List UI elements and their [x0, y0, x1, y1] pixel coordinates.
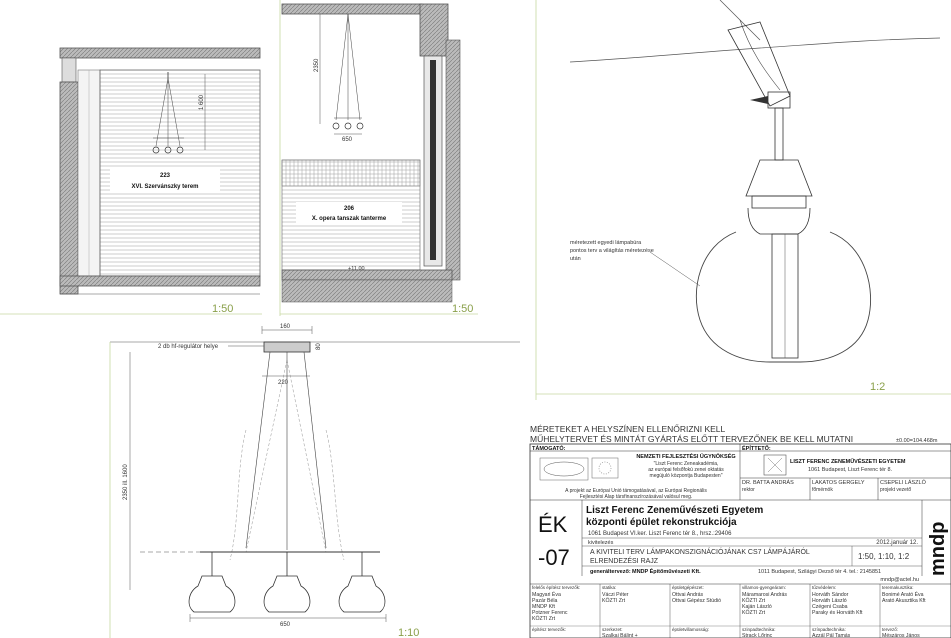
person-3-role: projekt vezető [880, 487, 912, 493]
eu-flag-icon [592, 458, 618, 478]
drawing4-dim-top: 160 [280, 324, 291, 330]
designer-col-4-label: villamos-gyengeáram: [742, 585, 787, 590]
person-2-role: főmérnök [812, 487, 833, 493]
drawing2-dim-width: 650 [342, 137, 353, 143]
chandelier-drawing [110, 324, 520, 638]
title-block [530, 424, 951, 638]
builder-name: LISZT FERENC ZENEMŰVÉSZETI EGYETEM [790, 459, 906, 465]
sheet-code-2: -07 [538, 545, 570, 570]
designer-col-1-line: építész tervezők: [532, 627, 567, 632]
designer-col-5-line: színpadtechnika: [812, 627, 846, 632]
elevation-reference: ±0.00=104.468m [896, 438, 938, 444]
person-2-name: LAKATOS GERGELY [812, 480, 865, 486]
drawing1-dim-vertical: 1 600 [199, 94, 205, 110]
designer-col-6-line: Bonimé Arató Éva [882, 592, 924, 598]
lamp-detail-drawing [536, 0, 951, 400]
designer-col-3-line: Ottvai Gépész Stúdió [672, 598, 722, 604]
drawing1-scale: 1:50 [212, 303, 234, 315]
designer-col-2-extra: Szalkai Bálint + [602, 633, 638, 638]
designer-col-6 [882, 585, 926, 638]
designer-col-1-line: Potzner Ferenc [532, 610, 568, 616]
drawing4-dim-side: 80 [316, 343, 322, 350]
designer-col-1-line: KÖZTI Zrt [532, 616, 556, 622]
drawing4-dim-mid: 220 [278, 380, 289, 386]
support-label: TÁMOGATÓ: [532, 446, 566, 452]
eu-note-line-1: A projekt az Európai Unió támogatásával, az Európai Regionális [565, 488, 707, 494]
drawing2-dim-height: 2350 [314, 58, 320, 72]
sheet-title-2: ELRENDEZÉSI RAJZ [590, 558, 659, 565]
section-drawing-206 [280, 0, 478, 316]
designer-col-4-line: szinpadtechnika: [742, 627, 776, 632]
general-designer: MNDP Építőművészeti Kft. [632, 569, 701, 575]
company-email: mndp@actel.hu [880, 577, 919, 583]
project-address: 1061 Budapest VI.ker. Liszt Ferenc tér 8., hrsz.:29406 [588, 531, 732, 537]
company-address: 1011 Budapest, Szilágyi Dezső tér 4. tel.: 2145851 [758, 569, 882, 575]
drawing3-note-line1: méretezett egyedi lámpabúra [570, 240, 642, 246]
designer-col-5-extra: Azzál Pál Tamás [812, 633, 851, 638]
designer-col-1-line: Magyari Éva [532, 592, 561, 598]
drawing1-room-name: XVI. Szervánszky terem [131, 184, 199, 190]
regional-program-logo [540, 458, 588, 480]
designer-col-4-line: KÖZTI Zrt [742, 610, 766, 616]
agency-title: NEMZETI FEJLESZTÉSI ÜGYNÖKSÉG [636, 454, 736, 460]
drawing2-room-number: 206 [343, 206, 355, 212]
designer-col-5-label: tűzvédelem: [812, 585, 837, 590]
designer-col-4-line: Máramarosi András [742, 592, 787, 598]
designer-col-1-label: felelős építész tervezők: [532, 585, 581, 590]
designer-col-4-line: KÖZTI Zrt [742, 598, 766, 604]
designer-col-2 [602, 585, 638, 638]
drawing3-note-line2: pontos terv a világítás méretezése [570, 248, 654, 254]
designer-col-1-line: Pazár Béla [532, 598, 558, 604]
drawing4-dim-height: 2350 ill. 1600 [123, 464, 129, 500]
drawing3-note-line3: után [570, 256, 581, 262]
designer-col-6-line: tervező: [882, 627, 899, 632]
sheet-date: 2012.január 12. [876, 540, 918, 546]
designer-col-5 [812, 585, 863, 638]
project-title-1: Liszt Ferenc Zeneművészeti Egyetem [586, 505, 764, 516]
person-3-name: CSEPELI LÁSZLÓ [880, 480, 926, 486]
person-1-role: rektor [742, 487, 755, 493]
designer-col-4-line: Kaján László [742, 604, 772, 610]
designer-col-2-line: szerkezet: [602, 627, 623, 632]
builder-label: ÉPÍTTETŐ: [742, 446, 771, 452]
drawing1-room-number: 223 [159, 173, 171, 179]
designer-col-5-line: Paraky és Horváth Kft [812, 610, 863, 616]
designer-col-2-line: KÖZTI Zrt [602, 598, 626, 604]
designer-col-3-label: épületgépészet: [672, 585, 704, 590]
designer-col-6-line: Arató Akusztika Kft [882, 598, 926, 604]
agency-line-1: "Liszt Ferenc Zeneakadémia, [653, 461, 719, 467]
agency-line-3: megújuló központja Budapesten" [649, 473, 723, 479]
drawing2-room-name: X. opera tanszak tanterme [311, 216, 387, 222]
designer-col-2-label: statika: [602, 585, 617, 590]
drawing4-scale: 1:10 [398, 627, 420, 638]
designer-col-6-label: teremakusztika: [882, 585, 914, 590]
drawing3-scale: 1:2 [870, 381, 886, 393]
warning-line-1: MÉRETEKET A HELYSZÍNEN ELLENŐRIZNI KELL [530, 424, 726, 434]
designer-col-2-line: Váczi Péter [602, 592, 629, 598]
drawing2-level: +11.00 [348, 266, 365, 272]
designer-col-3-line: épületvillamosság: [672, 627, 710, 632]
project-title-2: központi épület rekonstrukciója [586, 517, 737, 528]
drawing4-dim-bottom: 650 [280, 622, 291, 628]
drawing4-note: 2 db hf-regulátor helye [158, 344, 219, 350]
person-1-name: DR. BATTA ANDRÁS [742, 480, 794, 486]
designer-col-4 [742, 585, 787, 638]
designer-col-5-line: Horváth Sándor [812, 592, 849, 598]
designer-col-1-line: MNDP Kft [532, 604, 555, 610]
project-phase: kivitelezés [588, 540, 614, 546]
warning-line-2: MŰHELYTERVET ÉS MINTÁT GYÁRTÁS ELŐTT TERVEZŐNEK BE KELL MUTATNI [530, 434, 854, 444]
sheet-code-1: ÉK [538, 512, 568, 537]
designer-col-5-line: Horváth László [812, 598, 847, 604]
designer-col-3 [672, 585, 721, 632]
section-drawing-223 [0, 48, 262, 315]
sheet-title-1: A KIVITELI TERV LÁMPAKONSZIGNÁCIÓJÁNAK CS7 LÁMPÁJÁRÓL [590, 549, 810, 556]
mndp-brand: mndp [927, 521, 949, 576]
designer-col-4-extra: Strack Lőrinc [742, 633, 773, 638]
agency-line-2: az európai felsőfokú zenei oktatás [648, 467, 724, 473]
builder-address: 1061 Budapest, Liszt Ferenc tér 8. [808, 467, 893, 473]
sheet-scales: 1:50, 1:10, 1:2 [858, 552, 910, 561]
designer-col-3-line: Ottvai András [672, 592, 704, 598]
eu-note-line-2: Fejlesztési Alap társfinanszírozásával valósul meg. [579, 494, 693, 500]
drawing2-scale: 1:50 [452, 303, 474, 315]
general-designer-label: generáltervező: [590, 569, 631, 575]
designer-col-6-extra: Mészáros János [882, 633, 920, 638]
designer-col-5-line: Czégeni Csaba [812, 604, 848, 610]
designer-col-1 [532, 585, 580, 632]
